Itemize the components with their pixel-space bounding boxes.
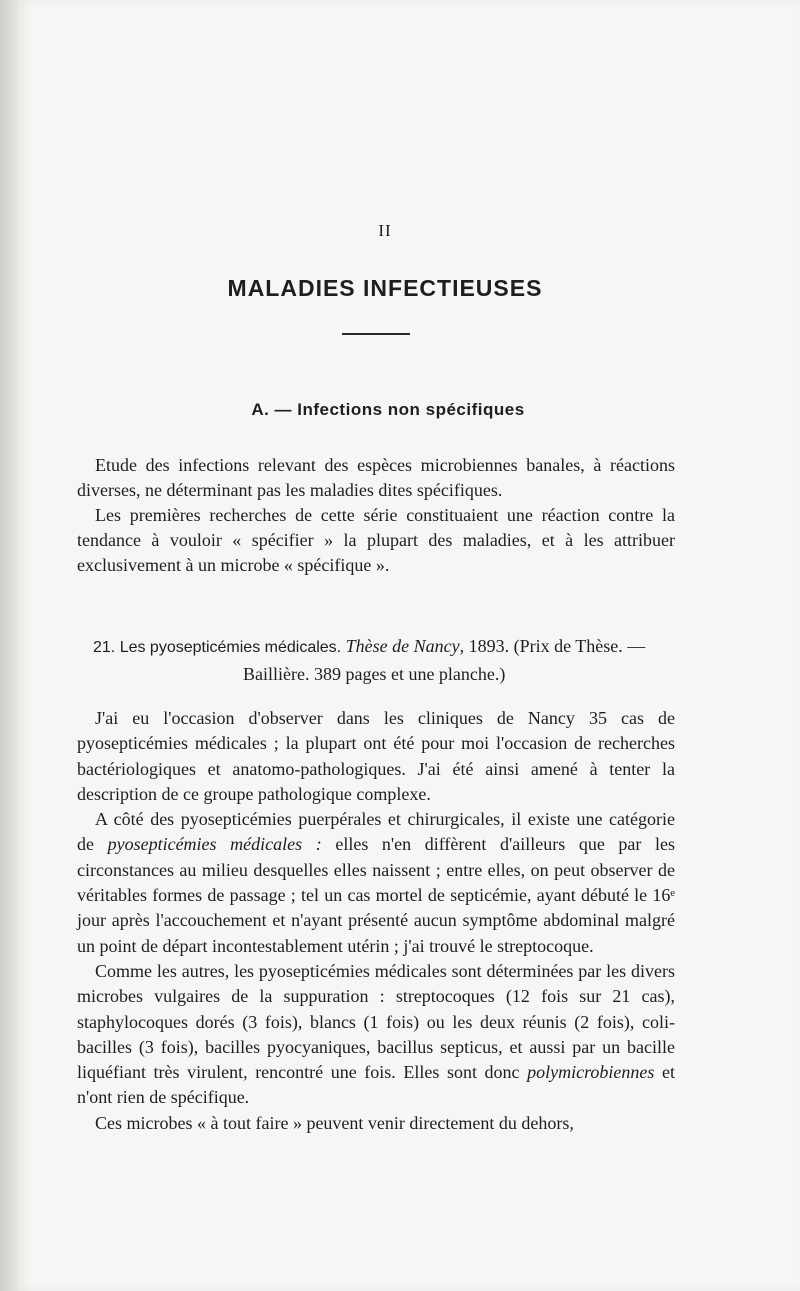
- entry-paragraph-4: Ces microbes « à tout faire » peuvent venir directement du dehors,: [95, 1112, 574, 1133]
- entry-paragraph-2-end: elles n'en diffèrent d'ailleurs que par les circonstances au milieu desquelles elles naissent ; entre elles, on peut observer de véritables formes de passage ; tel un cas mortel de septicémie, ayant débuté le 16ᵉ jour après l'accouchement et n'ayant présenté aucun symptôme abdominal malgré un point de départ incontestablement utérin ; j'ai trouvé le streptocoque.: [77, 834, 675, 956]
- entry-journal: Thèse de Nancy: [345, 636, 460, 656]
- intro-text: [77, 453, 675, 578]
- chapter-title: MALADIES INFECTIEUSES: [227, 275, 543, 301]
- entry-publisher: Baillière. 389 pages et une planche.): [243, 664, 506, 684]
- entry-paragraph-3-end: et n'ont rien de spécifique.: [77, 1062, 675, 1108]
- entry-paragraph-1: J'ai eu l'occasion d'observer dans les cliniques de Nancy 35 cas de pyosepticémies médicales ; la plupart ont été pour moi l'occasion de recherches bactériologiques et anatomo-pathologiques. J'ai été ainsi amené à tenter la description de ce groupe pathologique complexe.: [77, 708, 675, 804]
- entry-year: , 1893. (Prix de Thèse. —: [459, 636, 646, 656]
- entry-paragraph-3: [77, 959, 675, 1111]
- entry-paragraph-3-italic: polymicrobiennes: [527, 1062, 655, 1083]
- entry-paragraph-3-start: Comme les autres, les pyosepticémies médicales sont déterminées par les divers microbes vulgaires de la suppuration : streptocoques (12 fois sur 21 cas), staphylocoques dorés (3 fois), blancs (1 fois) ou les deux réunis (2 fois), coli-bacilles (3 fois), bacilles pyocyaniques, bacillus septicus, et aussi par un bacille liquéfiant très virulent, rencontré une fois. Elles sont donc: [77, 960, 675, 1083]
- entry-paragraph-2-start: A côté des pyosepticémies puerpérales et chirurgicales, il existe une catégorie de: [77, 809, 675, 855]
- intro-paragraph-1: Etude des infections relevant des espèces microbiennes banales, à réactions diverses, ne déterminant pas les maladies dites spécifiques.: [77, 455, 675, 500]
- chapter-number: II: [378, 221, 392, 240]
- entry-paragraph-2: [77, 807, 675, 959]
- page-left-edge: [0, 0, 18, 1291]
- entry-heading: [93, 633, 679, 688]
- intro-paragraph-2: Les premières recherches de cette série constituaient une réaction contre la tendance à vouloir « spécifier » la plupart des maladies, et à les attribuer exclusivement à un microbe « spécifique ».: [77, 505, 675, 575]
- entry-number-title: 21. Les pyosepticémies médicales.: [93, 639, 342, 656]
- entry-paragraph-2-italic: pyosepticémies médicales :: [107, 834, 322, 855]
- subsection-title: A. — Infections non spécifiques: [251, 400, 525, 419]
- title-divider: [342, 333, 410, 335]
- entry-body: [77, 706, 675, 1136]
- document-page: [18, 0, 800, 1291]
